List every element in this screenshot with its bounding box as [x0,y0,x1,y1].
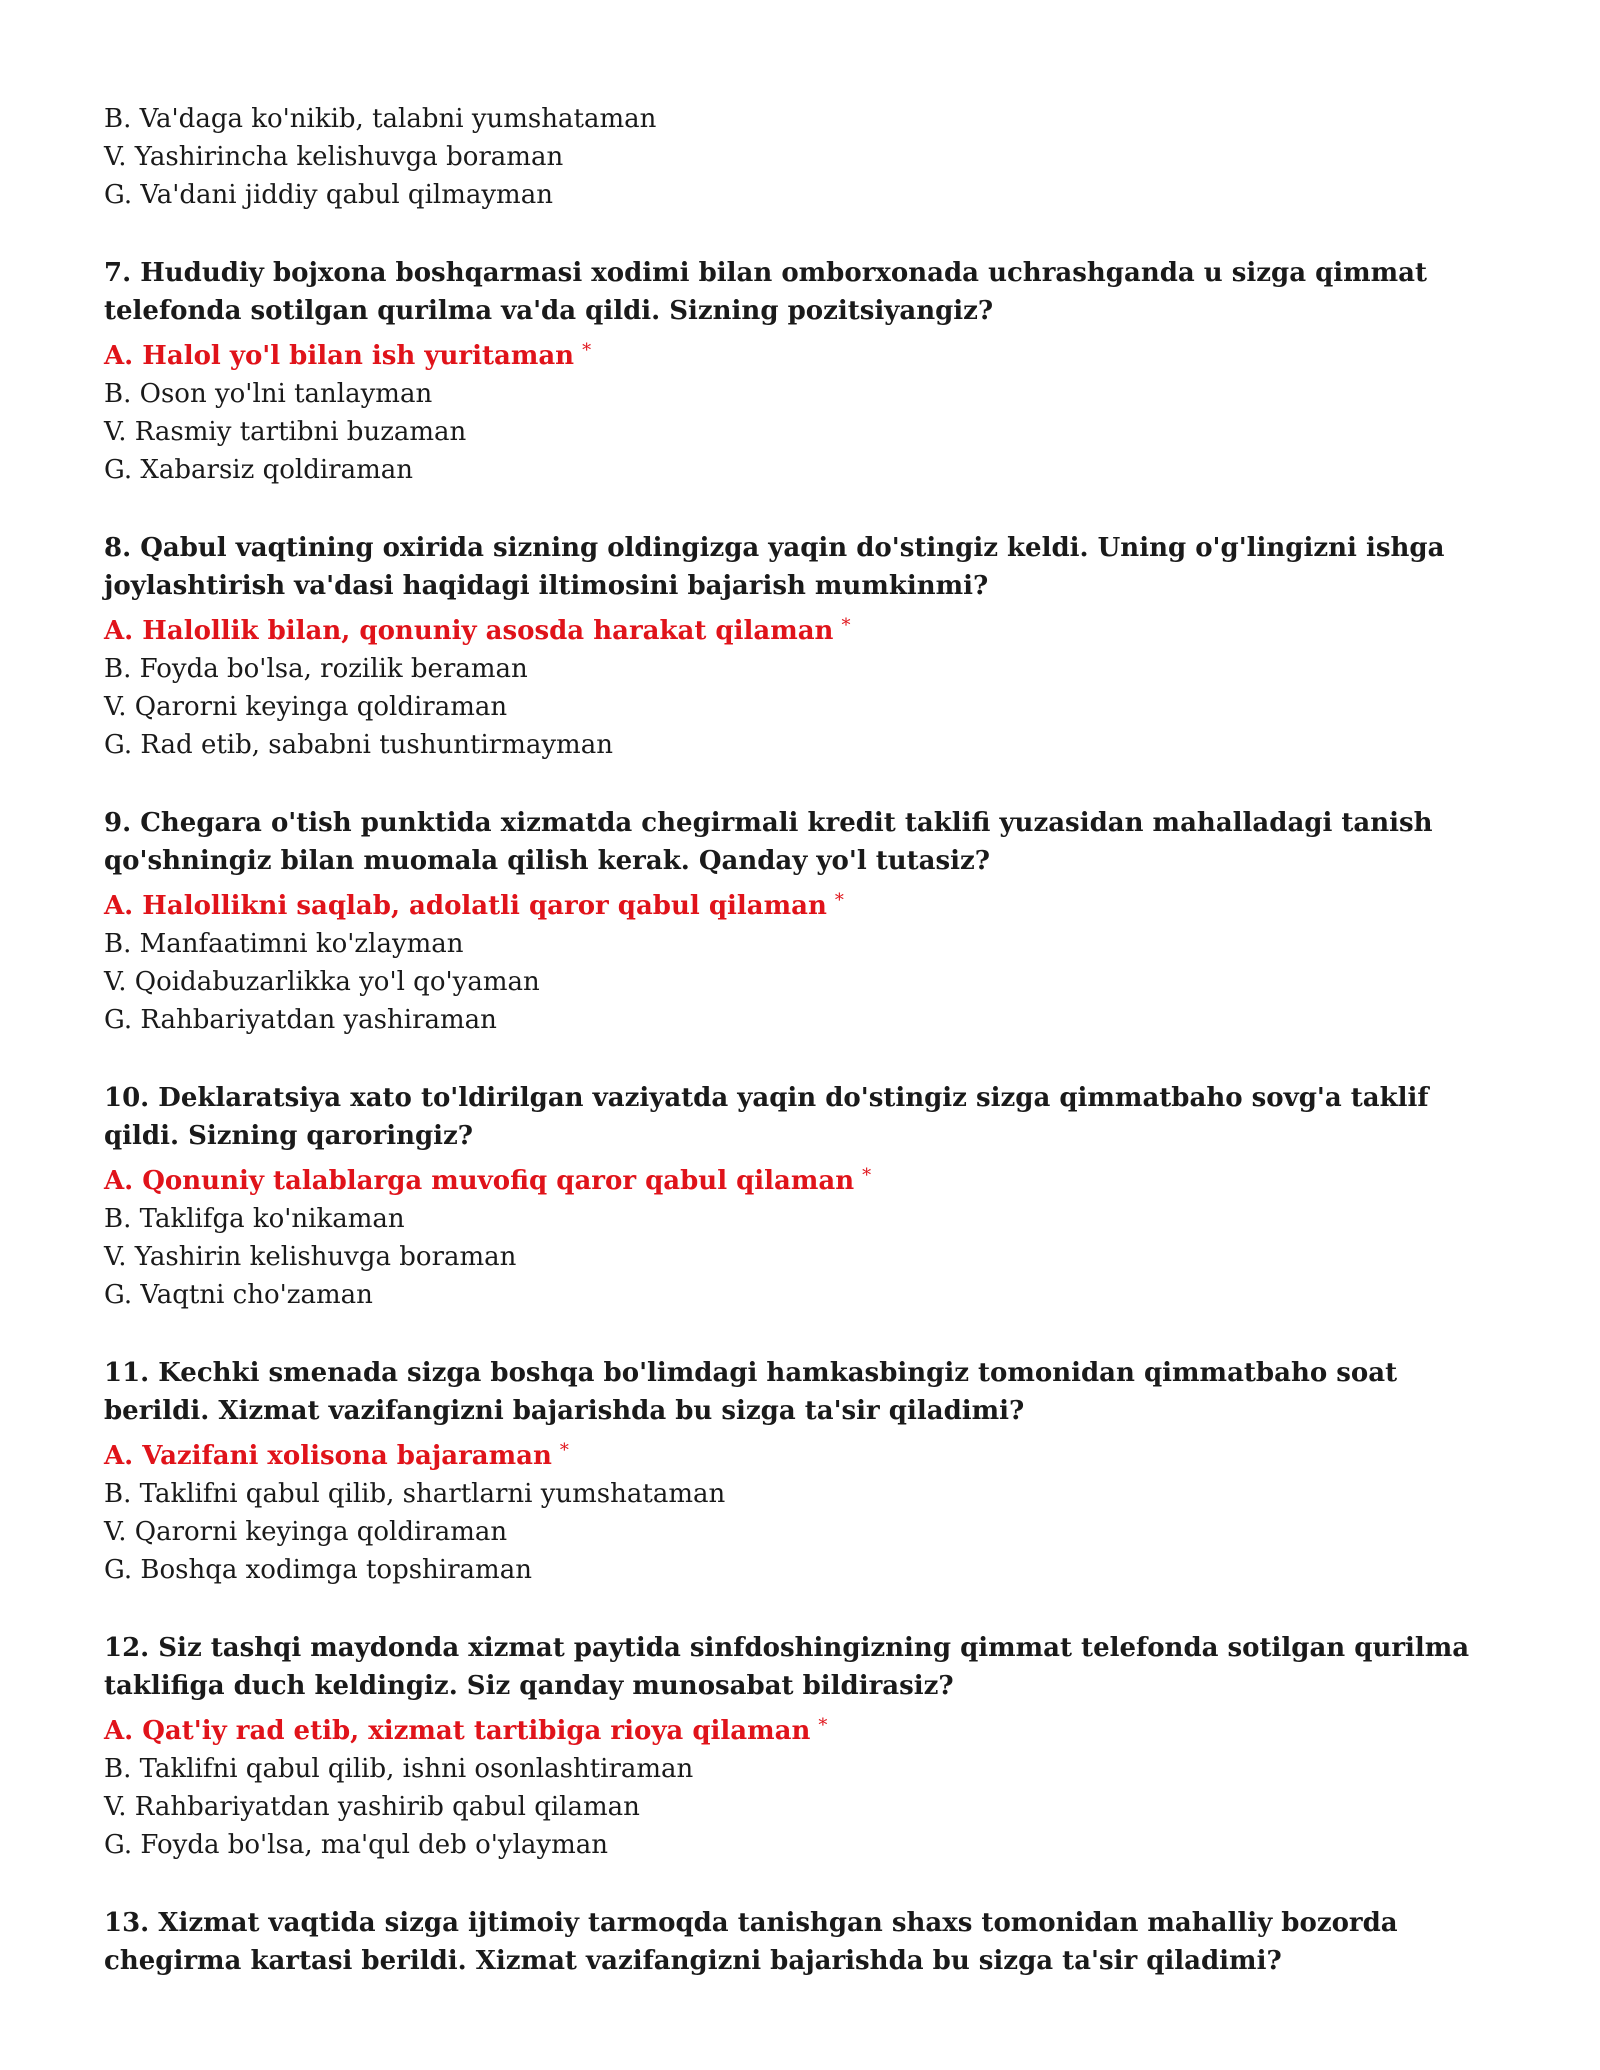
answer-option: B. Foyda bo'lsa, rozilik beraman [104,654,528,684]
question-text: 11. Kechki smenada sizga boshqa bo'limdagi hamkasbingiz tomonidan qimmatbaho soat berildi. Xizmat vazifangizni bajarishda bu sizga ta'sir qiladimi? [104,1358,1398,1426]
answer-option: B. Va'daga ko'nikib, talabni yumshataman [104,104,657,134]
answer-option: B. Manfaatimni ko'zlayman [104,929,464,959]
correct-answer [104,1157,1504,1200]
question-text: 9. Chegara o'tish punktida xizmatda chegirmali kredit taklifi yuzasidan mahalladagi tanish qo'shningiz bilan muomala qilish kerak. Qanday yo'l tutasiz? [104,808,1433,876]
correct-answer [104,607,1504,650]
answer-option: B. Taklifga ko'nikaman [104,1204,405,1234]
question-text: 10. Deklaratsiya xato to'ldirilgan vaziyatda yaqin do'stingiz sizga qimmatbaho sovg'a taklif qildi. Sizning qaroringiz? [104,1083,1429,1151]
answer-option: G. Vaqtni cho'zaman [104,1280,373,1310]
question-block [104,1904,1504,1980]
answer-option: G. Foyda bo'lsa, ma'qul deb o'ylayman [104,1830,608,1860]
question-block [104,1629,1504,1864]
question-block [104,254,1504,489]
correct-marker: * [834,890,844,911]
correct-answer [104,882,1504,925]
previous-question-options [104,100,1504,214]
correct-answer [104,1707,1504,1750]
correct-answer-text: A. Qonuniy talablarga muvofiq qaror qabul qilaman [104,1166,855,1196]
answer-option: G. Xabarsiz qoldiraman [104,455,413,485]
question-text: 13. Xizmat vaqtida sizga ijtimoiy tarmoqda tanishgan shaxs tomonidan mahalliy bozorda chegirma kartasi berildi. Xizmat vazifangizni bajarishda bu sizga ta'sir qiladimi? [104,1908,1398,1976]
answer-option: G. Rahbariyatdan yashiraman [104,1005,497,1035]
answer-option: V. Yashirin kelishuvga boraman [104,1242,517,1272]
answer-option: B. Taklifni qabul qilib, ishni osonlashtiraman [104,1754,694,1784]
document-page [104,100,1504,1982]
answer-option: G. Va'dani jiddiy qabul qilmayman [104,180,553,210]
question-block [104,1079,1504,1314]
correct-marker: * [559,1440,569,1461]
answer-option: V. Qarorni keyinga qoldiraman [104,692,508,722]
answer-option: B. Oson yo'lni tanlayman [104,379,433,409]
question-block [104,529,1504,764]
question-text: 12. Siz tashqi maydonda xizmat paytida sinfdoshingizning qimmat telefonda sotilgan qurilma taklifiga duch keldingiz. Siz qanday munosabat bildirasiz? [104,1633,1470,1701]
correct-answer-text: A. Halollik bilan, qonuniy asosda harakat qilaman [104,616,834,646]
correct-marker: * [862,1165,872,1186]
question-block [104,804,1504,1039]
correct-marker: * [582,340,592,361]
correct-answer-text: A. Qat'iy rad etib, xizmat tartibiga rioya qilaman [104,1716,811,1746]
answer-option: V. Yashirincha kelishuvga boraman [104,142,564,172]
question-text: 8. Qabul vaqtining oxirida sizning oldingizga yaqin do'stingiz keldi. Uning o'g'lingizni ishga joylashtirish va'dasi haqidagi iltimosini bajarish mumkinmi? [104,533,1445,601]
answer-option: V. Rahbariyatdan yashirib qabul qilaman [104,1792,640,1822]
question-text: 7. Hududiy bojxona boshqarmasi xodimi bilan omborxonada uchrashganda u sizga qimmat telefonda sotilgan qurilma va'da qildi. Sizning pozitsiyangiz? [104,258,1428,326]
correct-answer-text: A. Vazifani xolisona bajaraman [104,1441,552,1471]
answer-option: V. Qarorni keyinga qoldiraman [104,1517,508,1547]
correct-answer-text: A. Halollikni saqlab, adolatli qaror qabul qilaman [104,891,827,921]
correct-marker: * [818,1715,828,1736]
correct-answer [104,332,1504,375]
correct-answer [104,1432,1504,1475]
correct-marker: * [841,615,851,636]
answer-option: G. Rad etib, sababni tushuntirmayman [104,730,613,760]
answer-option: V. Rasmiy tartibni buzaman [104,417,467,447]
answer-option: B. Taklifni qabul qilib, shartlarni yumshataman [104,1479,726,1509]
answer-option: V. Qoidabuzarlikka yo'l qo'yaman [104,967,540,997]
correct-answer-text: A. Halol yo'l bilan ish yuritaman [104,341,575,371]
answer-option: G. Boshqa xodimga topshiraman [104,1555,532,1585]
question-block [104,1354,1504,1589]
